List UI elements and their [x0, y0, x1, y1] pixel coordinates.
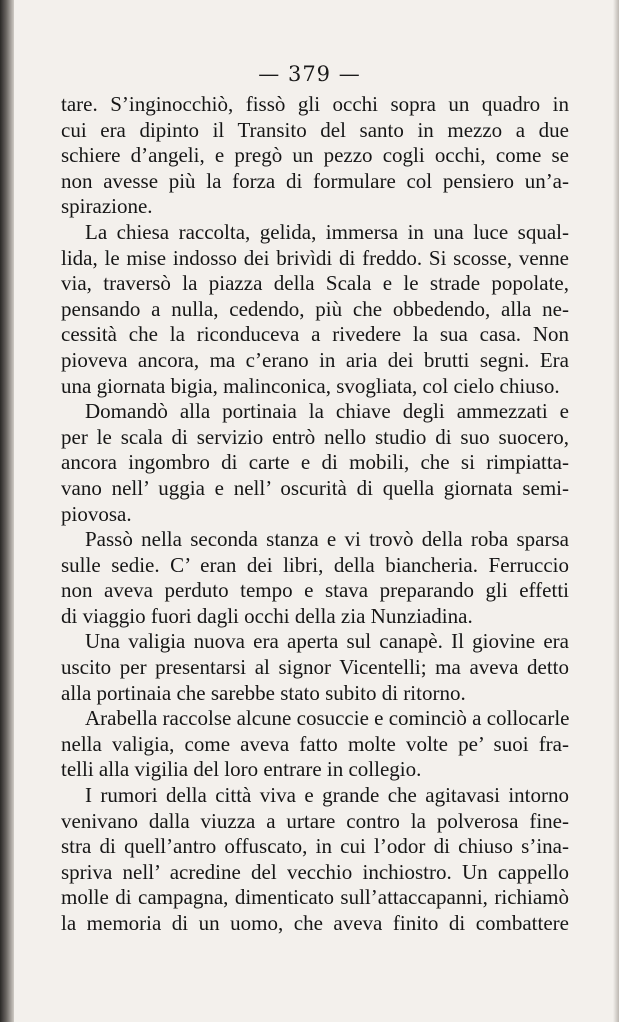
text-line: I rumori della città viva e grande che agitavasi intorno	[85, 783, 569, 808]
text-line: Una valigia nuova era aperta sul canapè. Il giovine era	[85, 629, 569, 654]
text-line: alla portinaia che sarebbe stato subito di ritorno.	[61, 680, 466, 705]
page-number: — 379 —	[258, 62, 361, 86]
page-right-edge	[613, 0, 619, 1022]
paragraph	[61, 783, 569, 937]
paragraph	[61, 629, 569, 706]
text-line: nella valigia, come aveva fatto molte volte pe’ suoi fra-	[61, 731, 569, 756]
text-line: pioveva ancora, ma c’erano in aria dei brutti segni. Era	[61, 347, 569, 372]
text-line: cessità che la riconduceva a rivedere la sua casa. Non	[61, 322, 569, 347]
text-line: vano nell’ uggia e nell’ oscurità di quella giornata semi-	[61, 475, 569, 500]
text-line: stra di quell’antro offuscato, in cui l’odor di chiuso s’ina-	[61, 834, 569, 859]
text-line: lida, le mise indosso dei brivìdi di freddo. Si scosse, venne	[61, 245, 569, 270]
text-line: pensando a nulla, cedendo, più che obbedendo, alla ne-	[61, 296, 569, 321]
text-line: via, traversò la piazza della Scala e le strade popolate,	[61, 271, 569, 296]
paragraph	[61, 527, 569, 629]
text-line: molle di campagna, dimenticato sull’attaccapanni, richiamò	[61, 885, 569, 910]
text-line: di viaggio fuori dagli occhi della zia Nunziadina.	[61, 603, 473, 628]
text-line: per le scala di servizio entrò nello studio di suo suocero,	[61, 424, 569, 449]
text-line: piovosa.	[61, 501, 132, 526]
text-line: ancora ingombro di carte e di mobili, che si rimpiatta-	[61, 450, 569, 475]
text-line: venivano dalla viuzza a urtare contro la polverosa fine-	[61, 808, 569, 833]
body-text	[61, 92, 569, 937]
text-line: spriva nell’ acredine del vecchio inchiostro. Un cappello	[61, 859, 569, 884]
text-line: non aveva perduto tempo e stava preparando gli effetti	[61, 578, 569, 603]
text-line: La chiesa raccolta, gelida, immersa in una luce squal-	[85, 219, 569, 244]
text-line: schiere d’angeli, e pregò un pezzo cogli occhi, come se	[61, 143, 569, 168]
text-line: spirazione.	[61, 194, 153, 219]
paragraph	[61, 706, 569, 783]
text-line: uscito per presentarsi al signor Vicentelli; ma aveva detto	[61, 655, 569, 680]
text-line: una giornata bigia, malinconica, svogliata, col cielo chiuso.	[61, 373, 560, 398]
text-line: sulle sedie. C’ eran dei libri, della biancheria. Ferruccio	[61, 552, 569, 577]
text-line: Passò nella seconda stanza e vi trovò della roba sparsa	[85, 527, 569, 552]
page-binding-edge	[0, 0, 14, 1022]
text-line: Domandò alla portinaia la chiave degli ammezzati e	[85, 399, 569, 424]
paragraph	[61, 92, 569, 220]
text-line: cui era dipinto il Transito del santo in mezzo a due	[61, 117, 569, 142]
text-line: non avesse più la forza di formulare col pensiero un’a-	[61, 168, 569, 193]
text-line: la memoria di un uomo, che aveva finito di combattere	[61, 911, 569, 935]
paragraph	[61, 220, 569, 399]
text-line: telli alla vigilia del loro entrare in collegio.	[61, 757, 422, 782]
text-line: Arabella raccolse alcune cosuccie e cominciò a collocarle	[85, 706, 570, 731]
paragraph	[61, 399, 569, 527]
text-line: tare. S’inginocchiò, fissò gli occhi sopra un quadro in	[61, 92, 569, 116]
